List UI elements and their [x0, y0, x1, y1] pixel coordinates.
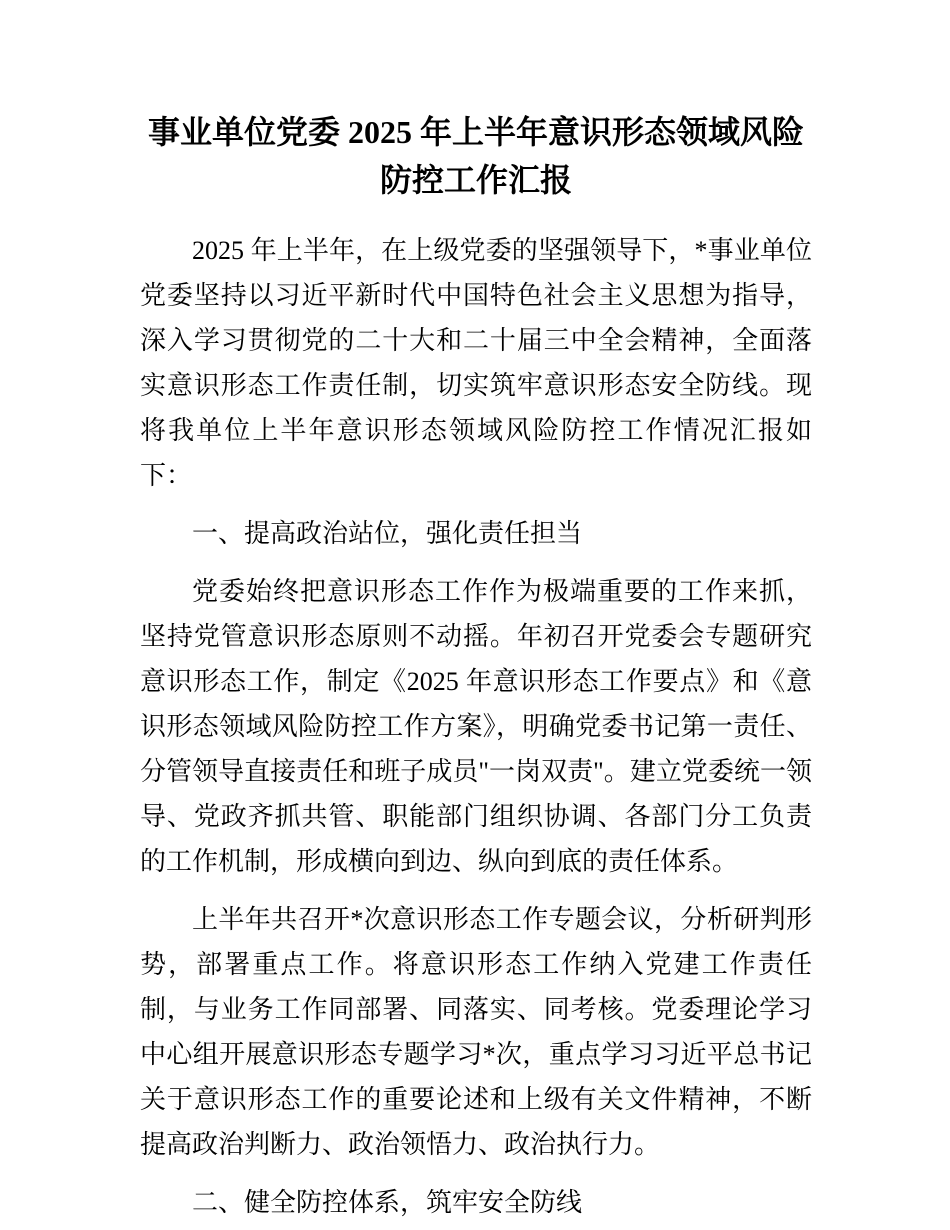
- section-2-heading: 二、健全防控体系，筑牢安全防线: [192, 1188, 583, 1217]
- section-1-paragraph-2: 上半年共召开*次意识形态工作专题会议，分析研判形势，部署重点工作。将意识形态工作纳入党建工作责任制，与业务工作同部署、同落实、同考核。党委理论学习中心组开展意识形态专题学习*次，重点学习习近平总书记关于意识形态工作的重要论述和上级有关文件精神，不断提高政治判断力、政治领悟力、政治执行力。: [140, 905, 812, 1159]
- document-title: 事业单位党委 2025 年上半年意识形态领域风险防控工作汇报: [147, 114, 804, 198]
- section-1-heading: 一、提高政治站位，强化责任担当: [192, 519, 583, 548]
- section-1-paragraph-1: 党委始终把意识形态工作作为极端重要的工作来抓，坚持党管意识形态原则不动摇。年初召开党委会专题研究意识形态工作，制定《2025 年意识形态工作要点》和《意识形态领域风险防控工作方案》，明确党委书记第一责任、分管领导直接责任和班子成员"一岗双责"。建立党委统一领导、党政齐抓共管、职能部门组织协调、各部门分工负责的工作机制，形成横向到边、纵向到底的责任体系。: [140, 577, 812, 876]
- intro-paragraph: 2025 年上半年，在上级党委的坚强领导下，*事业单位党委坚持以习近平新时代中国特色社会主义思想为指导，深入学习贯彻党的二十大和二十届三中全会精神，全面落实意识形态工作责任制，切实筑牢意识形态安全防线。现将我单位上半年意识形态领域风险防控工作情况汇报如下：: [140, 236, 812, 490]
